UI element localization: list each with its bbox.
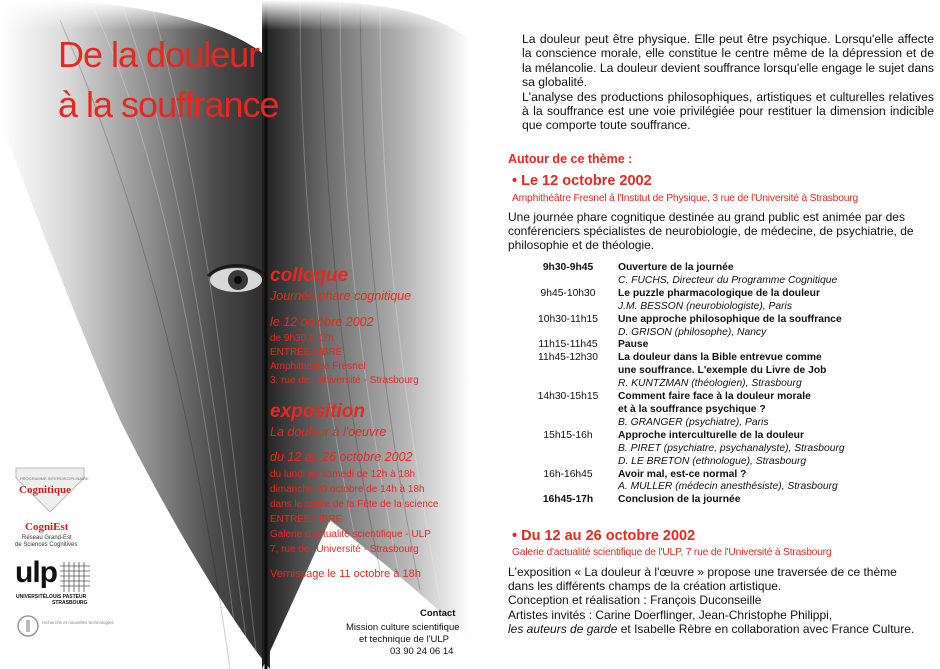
contact-line-1: Mission culture scientifique xyxy=(346,622,460,633)
event2-text xyxy=(508,565,933,636)
program-speaker: J.M. BESSON (neurobiologiste), Paris xyxy=(618,300,792,312)
program-time: 9h30-9h45 xyxy=(542,262,594,273)
cognitique-small-label: PROGRAMME INTERDISCIPLINAIRE xyxy=(20,476,89,481)
colloque-heading: colloque xyxy=(270,265,349,286)
contact-line-2: et technique de l'ULP xyxy=(359,634,450,645)
program-table xyxy=(518,262,930,507)
exposition-subtitle: La douleur à l'oeuvre xyxy=(270,425,387,439)
program-speaker: B. GRANGER (psychiatre), Paris xyxy=(618,416,769,428)
program-time: 10h30-11h15 xyxy=(538,313,598,325)
program-title: Approche interculturelle de la douleur xyxy=(618,429,804,441)
cogniest-sub-1: Réseau Grand-Est xyxy=(22,535,72,541)
program-row xyxy=(518,352,930,391)
colloque-hours: de 9h30 à 17h xyxy=(270,333,334,344)
program-title: Le puzzle pharmacologique de la douleur xyxy=(618,287,820,299)
program-time: 15h15-16h xyxy=(543,429,593,441)
exposition-place-2: 7, rue de l'Université - Strasbourg xyxy=(270,544,419,555)
program-title: Avoir mal, est-ce normal ? xyxy=(618,468,747,480)
program-speaker: A. MULLER (médecin anesthésiste), Strasbourg xyxy=(618,481,838,493)
event2-line-3: Conception et réalisation : François Duconseille xyxy=(508,593,762,608)
intro-text xyxy=(522,32,934,133)
contact-block xyxy=(0,608,470,669)
program-speaker: B. PIRET (psychiatre, psychanalyste), Strasbourg xyxy=(618,442,845,454)
program-row xyxy=(518,314,930,340)
event1-date: • Le 12 octobre 2002 xyxy=(512,173,652,189)
ulp-logo-text: ulp xyxy=(15,556,57,589)
title-line-1: De la douleur xyxy=(58,34,260,75)
event2-line-5-italic: les auteurs de garde xyxy=(508,621,618,636)
program-title: Comment faire face à la douleur morale xyxy=(618,391,811,403)
program-row xyxy=(518,494,930,507)
program-title: Une approche philosophique de la souffrance xyxy=(618,313,842,325)
event1-description: Une journée phare cognitique destinée au grand public est animée par des conférenciers spécialistes de neurobiologie, de médecine, de psychiatrie, de philosophie et de théologie. xyxy=(508,210,914,253)
event2-line-4: Artistes invités : Carine Doerflinger, Jean-Christophe Philippi, xyxy=(508,607,833,622)
ulp-grid-icon xyxy=(60,562,90,592)
exposition-line-3: dans le cadre de la Fête de la science xyxy=(270,499,439,510)
ministere-label: recherche et nouvelles technologies xyxy=(42,620,114,625)
colloque-place-1: Amphithéâtre Fresnel xyxy=(270,361,366,372)
exposition-line-1: du lundi au samedi de 12h à 18h xyxy=(270,469,416,480)
vernissage: Vernissage le 11 octobre à 18h xyxy=(270,568,421,580)
colloque-place-2: 3, rue de l'Université - Strasbourg xyxy=(270,375,419,386)
program-time: 11h15-11h45 xyxy=(538,339,598,351)
program-time: 16h45-17h xyxy=(542,494,594,506)
contact-phone: 03 90 24 06 14 xyxy=(390,646,454,657)
title-line-2: à la souffrance xyxy=(58,84,279,125)
program-row xyxy=(518,288,930,314)
event2-line-5 xyxy=(508,622,933,636)
program-title: Ouverture de la journée xyxy=(618,262,734,273)
cognitique-logo-text: Cognitique xyxy=(19,484,71,496)
cogniest-logo-text: CogniEst xyxy=(25,521,69,533)
contact-heading: Contact xyxy=(420,608,456,619)
intro-paragraph-1: La douleur peut être physique. Elle peut être psychique. Lorsqu'elle affecte la conscience morale, elle constitue le centre même de la dépression et de la mélancolie. La douleur devient souffrance lorsqu'elle engage le sujet dans sa globalité. xyxy=(522,32,935,90)
event1-location: Amphithéâtre Fresnel à l'Institut de Physique, 3 rue de l'Université à Strasbourg xyxy=(512,193,859,204)
program-row xyxy=(518,391,930,430)
program-title: Pause xyxy=(618,339,649,351)
program-time: 11h45-12h30 xyxy=(538,352,598,364)
program-title-cont: et à la souffrance psychique ? xyxy=(618,403,766,415)
program-title: Conclusion de la journée xyxy=(618,494,741,506)
colloque-date: le 12 octobre 2002 xyxy=(270,315,374,329)
exposition-place-1: Galerie d'actualité scientifique - ULP xyxy=(270,529,431,540)
ulp-sub-2: LOUIS PASTEUR xyxy=(46,594,87,600)
program-title-cont: une souffrance. L'exemple du Livre de Job xyxy=(618,365,827,377)
program-speaker: C. FUCHS, Directeur du Programme Cognitique xyxy=(618,274,838,286)
cogniest-sub-2: de Sciences Cognitives xyxy=(15,542,78,548)
program-row xyxy=(518,339,930,352)
event2-line-5-rest: et Isabelle Rèbre en collaboration avec France Culture. xyxy=(617,621,915,636)
exposition-dates: du 12 au 26 octobre 2002 xyxy=(270,450,413,464)
colloque-entry: ENTRÉE LIBRE xyxy=(270,347,343,358)
event2-date: • Du 12 au 26 octobre 2002 xyxy=(512,528,696,544)
program-speaker: R. KUNTZMAN (théologien), Strasbourg xyxy=(618,378,802,390)
program-row xyxy=(518,469,930,495)
exposition-entry: ENTRÉE LIBRE xyxy=(270,514,343,525)
exposition-heading: exposition xyxy=(270,401,366,422)
colloque-subtitle: Journée phare cognitique xyxy=(270,289,412,303)
program-time: 16h-16h45 xyxy=(543,468,593,480)
program-title: La douleur dans la Bible entrevue comme xyxy=(618,352,822,364)
ulp-sub-3: STRASBOURG xyxy=(52,600,88,606)
event2-line-1: L'exposition « La douleur à l'œuvre » propose une traversée de ce thème xyxy=(508,565,897,579)
event2-line-2: dans les différents champs de la création artistique. xyxy=(508,579,782,594)
program-time: 9h45-10h30 xyxy=(540,287,596,299)
intro-paragraph-2: L'analyse des productions philosophiques, artistiques et culturelles relatives à la souffrance est une voie privilégiée pour restituer la dimension indicible que comporte toute souffrance. xyxy=(522,89,934,133)
right-panel xyxy=(470,0,940,669)
program-row xyxy=(518,262,930,288)
program-speaker-2: D. LE BRETON (ethnologue), Strasbourg xyxy=(618,455,807,467)
program-time: 14h30-15h15 xyxy=(537,391,599,403)
program-speaker: D. GRISON (philosophe), Nancy xyxy=(618,326,767,338)
exposition-line-2: dimanche 20 octobre de 14h à 18h xyxy=(270,484,425,495)
program-row xyxy=(518,430,930,469)
theme-heading: Autour de ce thème : xyxy=(508,152,633,166)
event2-location: Galerie d'actualité scientifique de l'ULP, 7 rue de l'Université à Strasbourg xyxy=(512,547,832,558)
ulp-sub-1: UNIVERSITÉ xyxy=(16,594,47,600)
